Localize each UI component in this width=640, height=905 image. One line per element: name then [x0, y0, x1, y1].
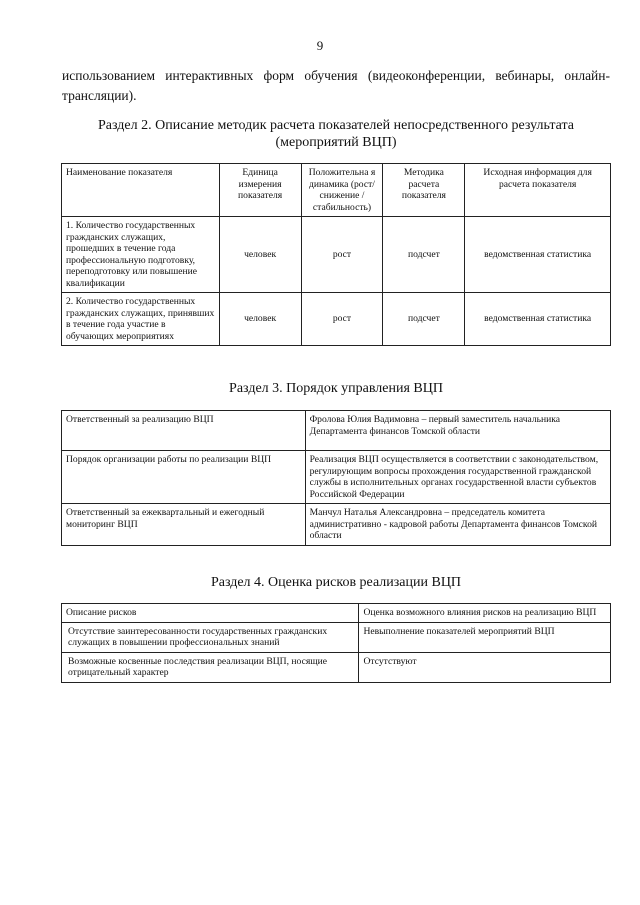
management-value: Реализация ВЦП осуществляется в соответствии с законодательством, регулирующим вопросы прохождения государственной гражданской службы в исполнительных органах государственной власти субъектов Российской Федерации	[305, 451, 610, 504]
risk-description: Отсутствие заинтересованности государственных гражданских служащих в повышении профессиональных знаний	[62, 622, 359, 652]
indicator-dynamics: рост	[301, 217, 383, 293]
header-source: Исходная информация для расчета показателя	[465, 164, 611, 217]
section4-title: Раздел 4. Оценка рисков реализации ВЦП	[210, 575, 462, 590]
header-risk-description: Описание рисков	[62, 604, 359, 623]
header-unit: Единица измерения показателя	[219, 164, 301, 217]
page-number: 9	[316, 38, 324, 53]
header-risk-impact: Оценка возможного влияния рисков на реализацию ВЦП	[359, 604, 611, 623]
table-row	[62, 504, 611, 546]
table-row	[62, 293, 611, 346]
risk-description: Возможные косвенные последствия реализации ВЦП, носящие отрицательный характер	[62, 652, 359, 682]
indicator-unit: человек	[219, 217, 301, 293]
indicator-name: 1. Количество государственных гражданских служащих, прошедших в течение года профессиональную подготовку, переподготовку или повышение квалификации	[62, 217, 220, 293]
intro-paragraph: использованием интерактивных форм обучения (видеоконференции, вебинары, онлайн-трансляции).	[62, 68, 610, 103]
indicator-method: подсчет	[383, 217, 465, 293]
management-label: Ответственный за реализацию ВЦП	[62, 411, 306, 451]
indicator-name: 2. Количество государственных гражданских служащих, принявших в течение года участие в обучающих мероприятиях	[62, 293, 220, 346]
table-row	[62, 217, 611, 293]
indicators-table	[61, 163, 611, 346]
section2-title	[62, 117, 610, 151]
section2-title-line1: Раздел 2. Описание методик расчета показателей непосредственного результата	[98, 118, 574, 133]
table-row	[62, 622, 611, 652]
section3-title: Раздел 3. Порядок управления ВЦП	[229, 381, 443, 396]
indicator-method: подсчет	[383, 293, 465, 346]
table-header-row	[62, 604, 611, 623]
indicator-source: ведомственная статистика	[465, 217, 611, 293]
indicator-source: ведомственная статистика	[465, 293, 611, 346]
indicator-unit: человек	[219, 293, 301, 346]
table-header-row	[62, 164, 611, 217]
risks-table	[61, 603, 611, 683]
management-label: Ответственный за ежеквартальный и ежегодный мониторинг ВЦП	[62, 504, 306, 546]
management-value: Фролова Юлия Вадимовна – первый заместитель начальника Департамента финансов Томской области	[305, 411, 610, 451]
table-row	[62, 451, 611, 504]
table-row	[62, 652, 611, 682]
table-row	[62, 411, 611, 451]
header-dynamics: Положительна я динамика (рост/снижение /стабильность)	[301, 164, 383, 217]
management-table	[61, 410, 611, 546]
header-method: Методика расчета показателя	[383, 164, 465, 217]
risk-impact: Невыполнение показателей мероприятий ВЦП	[359, 622, 611, 652]
header-indicator-name: Наименование показателя	[62, 164, 220, 217]
risk-impact: Отсутствуют	[359, 652, 611, 682]
indicator-dynamics: рост	[301, 293, 383, 346]
section2-title-line2: (мероприятий ВЦП)	[275, 135, 397, 150]
management-label: Порядок организации работы по реализации ВЦП	[62, 451, 306, 504]
management-value: Манчул Наталья Александровна – председатель комитета административно - кадровой работы Департамента финансов Томской области	[305, 504, 610, 546]
